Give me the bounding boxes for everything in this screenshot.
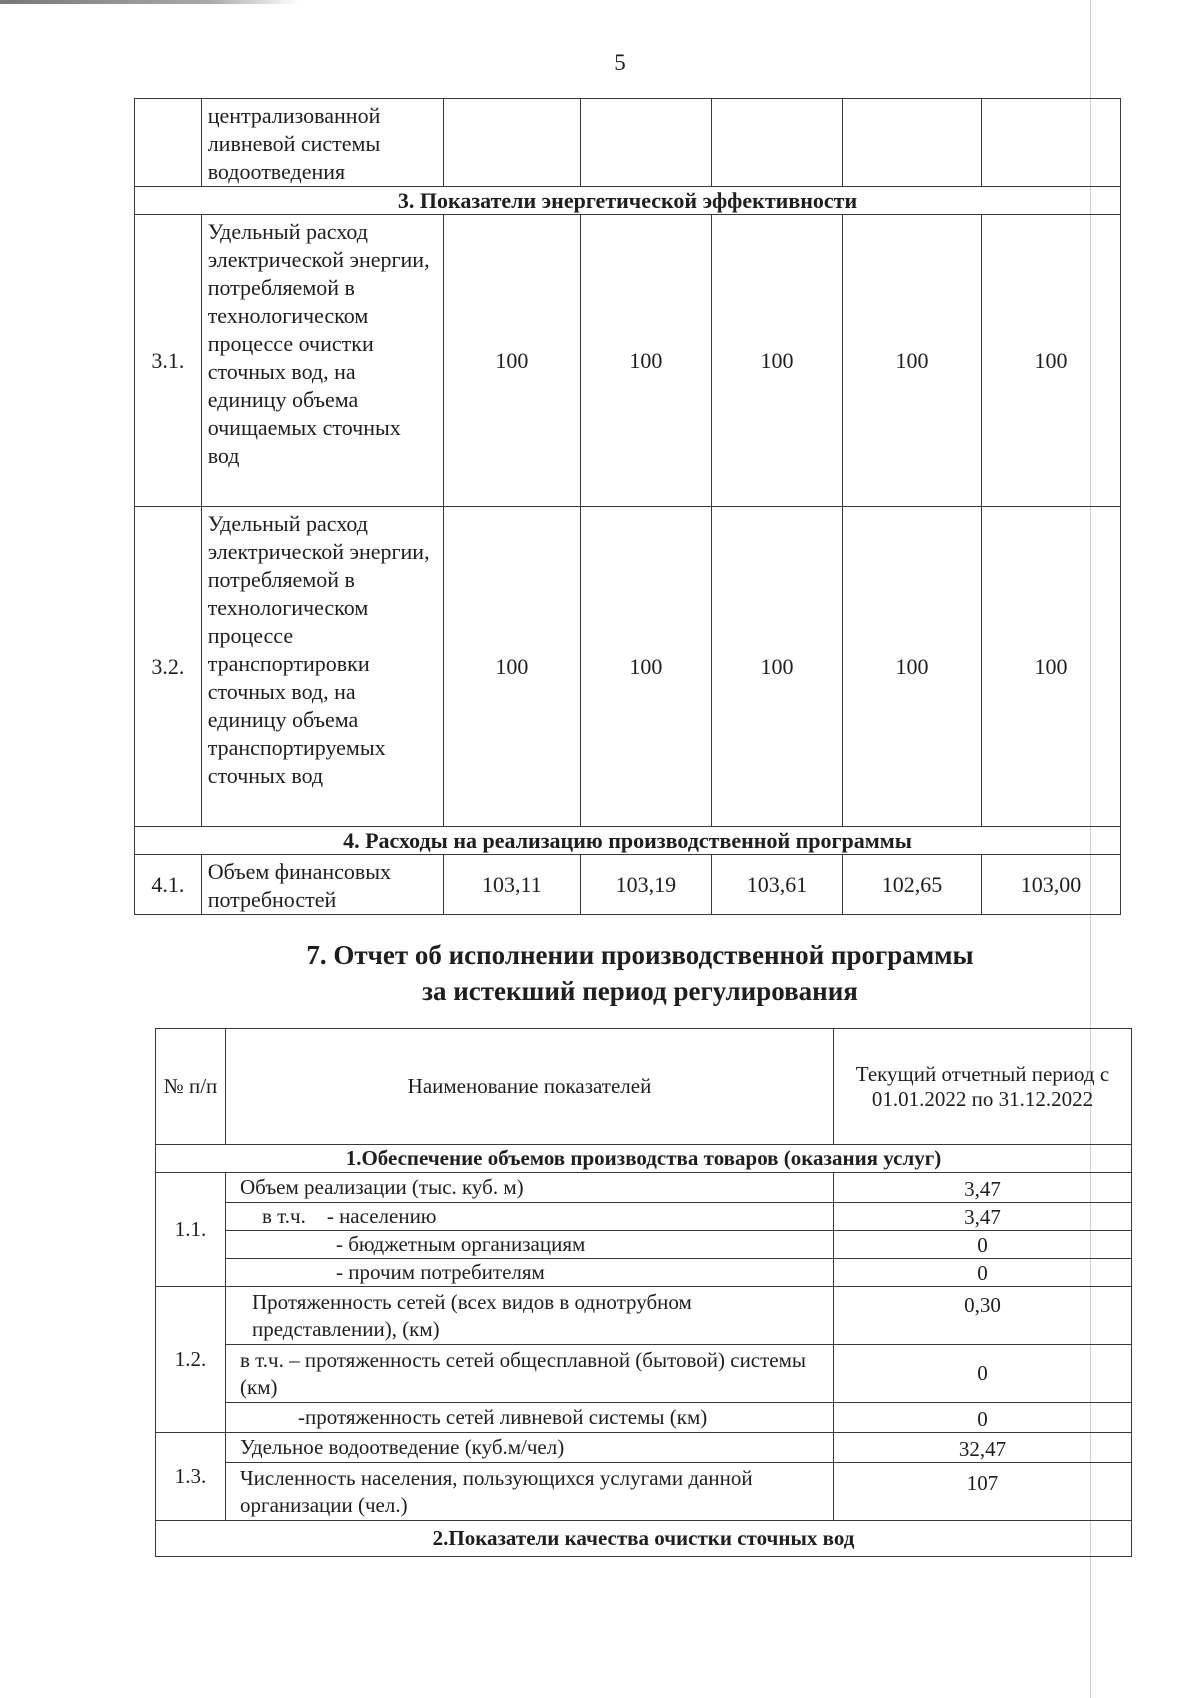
value-cell: 0 (834, 1345, 1132, 1403)
section-row (135, 187, 1121, 215)
value-cell (981, 99, 1120, 187)
section-title: 4. Расходы на реализацию производственной программы (135, 827, 1121, 855)
indicator-name: в т.ч. – протяженность сетей общесплавной (бытовой) системы (км) (226, 1345, 834, 1403)
value-cell: 100 (711, 215, 842, 507)
report-table (155, 1028, 1132, 1557)
value-cell (711, 99, 842, 187)
row-number: 1.3. (156, 1433, 226, 1521)
header-num: № п/п (156, 1029, 226, 1145)
value-cell (580, 99, 711, 187)
row-number (135, 99, 202, 187)
value-cell: 100 (444, 507, 581, 827)
table-row (135, 507, 1121, 827)
section-row (156, 1145, 1132, 1173)
table-row (135, 99, 1121, 187)
value-cell: 0 (834, 1231, 1132, 1259)
header-row (156, 1029, 1132, 1145)
indicator-name: Удельный расход электрической энергии, потребляемой в технологическом процессе очистки сточных вод, на единицу объема очищаемых сточных вод (201, 215, 443, 507)
indicator-name: Удельный расход электрической энергии, потребляемой в технологическом процессе транспортировки сточных вод, на единицу объема транспортируемых сточных вод (201, 507, 443, 827)
value-cell (444, 99, 581, 187)
table-row (156, 1463, 1132, 1521)
indicator-name: Удельное водоотведение (куб.м/чел) (226, 1433, 834, 1463)
indicator-name: Объем финансовых потребностей (201, 855, 443, 915)
row-number: 4.1. (135, 855, 202, 915)
section-row (156, 1521, 1132, 1557)
indicator-name: в т.ч. - населению (226, 1203, 834, 1231)
table-row (156, 1403, 1132, 1433)
table-row (156, 1231, 1132, 1259)
indicator-name: -протяженность сетей ливневой системы (км) (226, 1403, 834, 1433)
value-cell: 103,00 (981, 855, 1120, 915)
section-title: 3. Показатели энергетической эффективности (135, 187, 1121, 215)
table-row (156, 1345, 1132, 1403)
report-heading (150, 937, 1130, 1009)
value-cell: 100 (981, 215, 1120, 507)
value-cell: 103,61 (711, 855, 842, 915)
indicator-name: - прочим потребителям (226, 1259, 834, 1287)
section-title: 2.Показатели качества очистки сточных вод (156, 1521, 1132, 1557)
value-cell: 103,11 (444, 855, 581, 915)
indicator-name: Протяженность сетей (всех видов в однотрубном представлении), (км) (226, 1287, 834, 1345)
table-row (135, 855, 1121, 915)
report-heading-line2: за истекший период регулирования (422, 976, 858, 1006)
indicator-name: Численность населения, пользующихся услугами данной организации (чел.) (226, 1463, 834, 1521)
indicator-name: централизованной ливневой системы водоотведения (201, 99, 443, 187)
indicator-name: - бюджетным организациям (226, 1231, 834, 1259)
header-period: Текущий отчетный период с 01.01.2022 по 31.12.2022 (834, 1029, 1132, 1145)
value-cell: 0 (834, 1403, 1132, 1433)
section-row (135, 827, 1121, 855)
value-cell: 0 (834, 1259, 1132, 1287)
indicators-table (134, 98, 1121, 915)
value-cell: 100 (580, 215, 711, 507)
indicator-name: Объем реализации (тыс. куб. м) (226, 1173, 834, 1203)
value-cell: 3,47 (834, 1173, 1132, 1203)
value-cell: 3,47 (834, 1203, 1132, 1231)
value-cell: 100 (444, 215, 581, 507)
row-number: 3.2. (135, 507, 202, 827)
table-row (156, 1287, 1132, 1345)
table-row (156, 1203, 1132, 1231)
value-cell: 107 (834, 1463, 1132, 1521)
value-cell: 100 (580, 507, 711, 827)
table-row (156, 1433, 1132, 1463)
table-row (156, 1173, 1132, 1203)
value-cell: 102,65 (843, 855, 982, 915)
report-heading-line1: 7. Отчет об исполнении производственной программы (306, 940, 974, 970)
row-number: 1.1. (156, 1173, 226, 1287)
header-name: Наименование показателей (226, 1029, 834, 1145)
row-number: 3.1. (135, 215, 202, 507)
section-title: 1.Обеспечение объемов производства товаров (оказания услуг) (156, 1145, 1132, 1173)
value-cell: 100 (843, 507, 982, 827)
page-number: 5 (614, 50, 626, 75)
table-row (135, 215, 1121, 507)
value-cell: 103,19 (580, 855, 711, 915)
value-cell: 100 (843, 215, 982, 507)
scan-edge-mark (0, 0, 300, 4)
row-number: 1.2. (156, 1287, 226, 1433)
value-cell (843, 99, 982, 187)
value-cell: 100 (711, 507, 842, 827)
value-cell: 0,30 (834, 1287, 1132, 1345)
value-cell: 100 (981, 507, 1120, 827)
table-row (156, 1259, 1132, 1287)
value-cell: 32,47 (834, 1433, 1132, 1463)
